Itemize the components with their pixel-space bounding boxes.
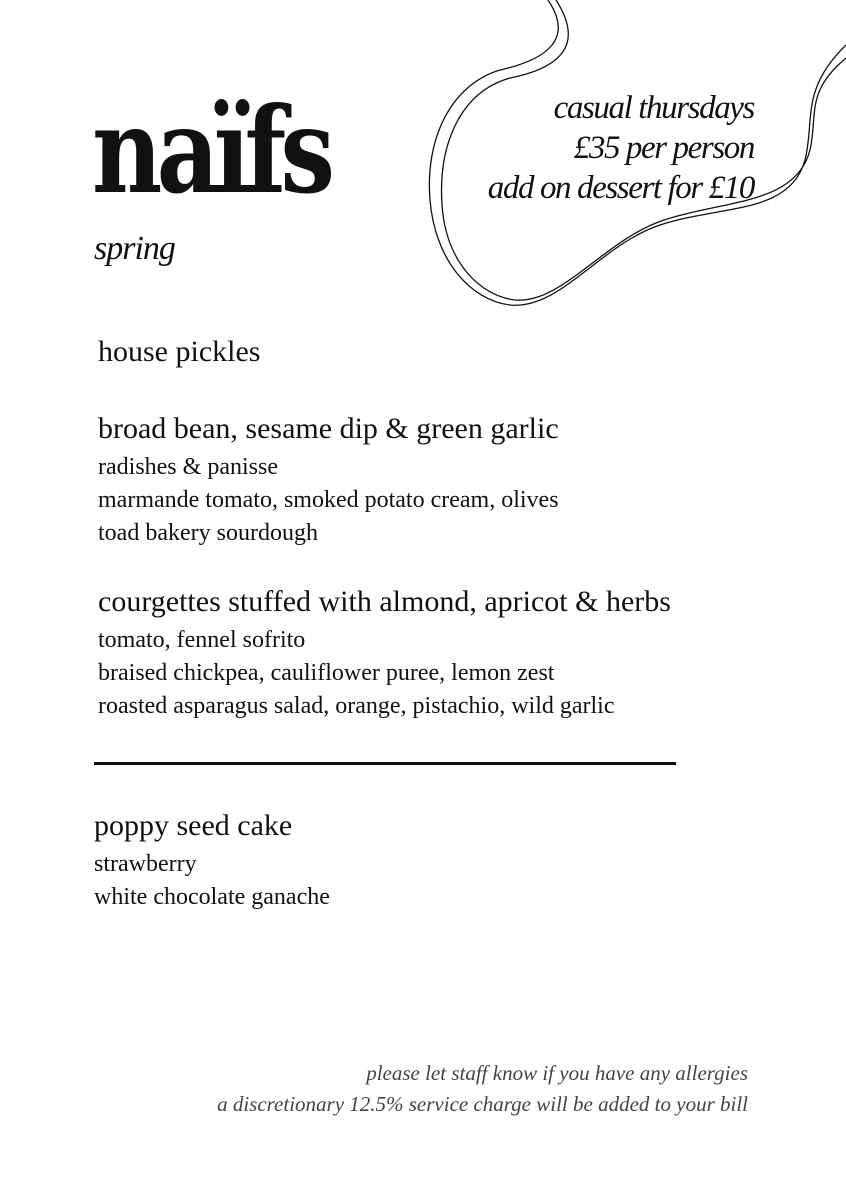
section-dessert (94, 808, 330, 914)
promo-dessert-addon: add on dessert for £10 (487, 170, 754, 206)
menu-item: white chocolate ganache (94, 884, 330, 910)
promo-title: casual thursdays (553, 90, 754, 126)
season-label: spring (94, 230, 175, 267)
promo-price: £35 per person (573, 130, 754, 166)
section-starter (98, 334, 260, 374)
menu-item: marmande tomato, smoked potato cream, olives (98, 487, 559, 513)
course-title: broad bean, sesame dip & green garlic (98, 412, 559, 445)
menu-item: roasted asparagus salad, orange, pistachio, wild garlic (98, 693, 615, 719)
section-divider (94, 762, 676, 765)
promo-block (488, 88, 754, 208)
menu-item: tomato, fennel sofrito (98, 627, 306, 653)
menu-item: toad bakery sourdough (98, 520, 318, 546)
course-title: house pickles (98, 335, 261, 368)
menu-item: radishes & panisse (98, 454, 278, 480)
menu-item: braised chickpea, cauliflower puree, lemon zest (98, 660, 555, 686)
footer-notes (217, 1058, 748, 1120)
course-title: poppy seed cake (94, 809, 293, 842)
allergy-note: please let staff know if you have any allergies (366, 1061, 748, 1085)
section-main (98, 584, 671, 723)
course-title: courgettes stuffed with almond, apricot & herbs (98, 585, 671, 618)
menu-item: strawberry (94, 851, 197, 877)
restaurant-logo: naïfs (92, 81, 330, 220)
service-charge-note: a discretionary 12.5% service charge will be added to your bill (217, 1092, 748, 1116)
section-small-plates (98, 411, 559, 550)
